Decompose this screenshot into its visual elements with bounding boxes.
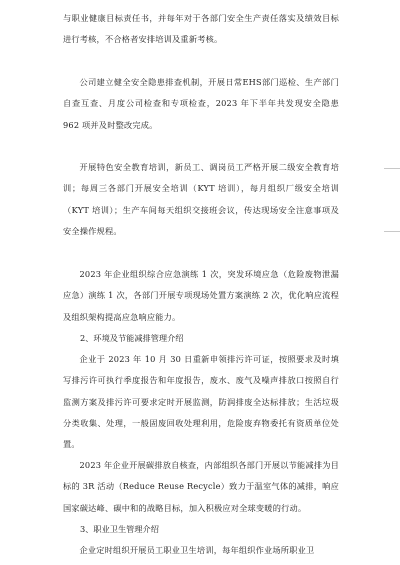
edge-mark bbox=[384, 231, 400, 232]
section-heading-environment: 2、环境及节能减排管理介绍 bbox=[80, 333, 184, 343]
paragraph-emergency-drill: 2023 年企业组织综合应急演练 1 次，突发环境应急（危险废物泄漏应急）演练 1 次，各部门开展专项现场处置方案演练 2 次，优化响应流程及组织架构提高应急响应能力。 bbox=[63, 269, 339, 322]
paragraph-hazard-inspection: 公司建立健全安全隐患排查机制，开展日常EHS部门巡检、生产部门自查互查、月度公司检查和专项检查，2023 年下半年共发现安全隐患 962 项并及时整改完成。 bbox=[63, 77, 339, 130]
section-heading-occupational-hygiene: 3、职业卫生管理介绍 bbox=[80, 524, 159, 534]
paragraph-carbon-3r: 2023 年企业开展碳排放自核查，内部组织各部门开展以节能减排为目标的 3R 活动（Reduce Reuse Recycle）致力于温室气体的减排，响应国家碳达峰、碳中和的战略目标，加入积极应对全球变暖的行动。 bbox=[63, 460, 339, 513]
edge-mark bbox=[384, 168, 400, 169]
paragraph-pollution-permit: 企业于 2023 年 10 月 30 日重新申领排污许可证，按照要求及时填写排污许可执行季度报告和年度报告，废水、废气及噪声排放口按照自行监测方案及排污许可要求定时开展监测，防润排废全达标排放；生活垃圾分类收集、处理，一般固废回收处理利用，危险废弃物委托有资质单位处置。 bbox=[63, 354, 339, 450]
paragraph-hygiene-training: 企业定时组织开展员工职业卫生培训，每年组织作业场所职业卫 bbox=[79, 545, 315, 555]
paragraph-occupational-health: 与职业健康目标责任书，并每年对于各部门安全生产责任落实及绩效目标进行考核，不合格者安排培训及重新考核。 bbox=[63, 13, 339, 45]
paragraph-safety-training: 开展特色安全教育培训，新员工、调岗员工严格开展二级安全教育培训；每周三各部门开展安全培训（KYT 培训），每月组织厂级安全培训（KYT 培训）；生产车间每天组织交接班会议，传达现场安全注意事项及安全操作规程。 bbox=[63, 162, 339, 236]
